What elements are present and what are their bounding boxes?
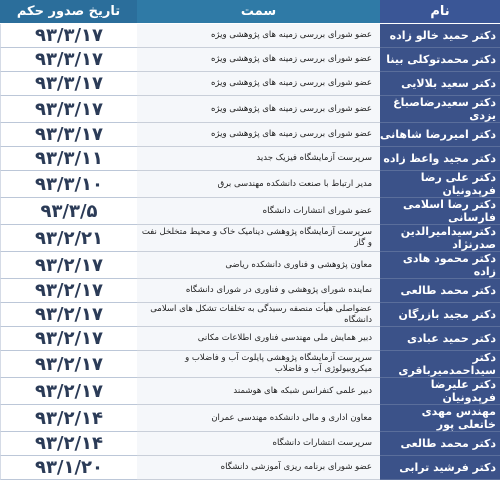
row-date: ۹۳/۳/۱۰	[0, 171, 137, 198]
header-name: نام	[380, 0, 500, 24]
row-position: نماینده شورای پژوهشی و فناوری در شورای دانشگاه	[137, 279, 380, 303]
row-position: دبیر همایش ملی مهندسی فناوری اطلاعات مکانی	[137, 327, 380, 351]
row-position: عضو شورای بررسی زمینه های پژوهشی ویژه	[137, 24, 380, 48]
row-name: دکتر محمد طالعی	[380, 279, 500, 303]
row-position: سرپرست انتشارات دانشگاه	[137, 432, 380, 456]
row-date: ۹۳/۱/۲۰	[0, 456, 137, 480]
row-name: دکتر علیرضا فرپدونیان	[380, 378, 500, 405]
row-name: دکتر فرشید ترابی	[380, 456, 500, 480]
row-name: دکتر سیداحمدمیرباقری	[380, 351, 500, 378]
row-name: دکتر محمد طالعی	[380, 432, 500, 456]
row-position: عضواصلی هیأت منصفه رسیدگی به تخلفات تشکل های اسلامی دانشگاه	[137, 303, 380, 327]
row-position: عضو شورای بررسی زمینه های پژوهشی ویژه	[137, 123, 380, 147]
row-position: عضو شورای برنامه ریزی آموزشی دانشگاه	[137, 456, 380, 480]
row-position: عضو شورای بررسی زمینه های پژوهشی ویژه	[137, 48, 380, 72]
header-date: تاریخ صدور حکم	[0, 0, 137, 24]
row-date: ۹۳/۲/۱۴	[0, 432, 137, 456]
row-position: معاون اداری و مالی دانشکده مهندسی عمران	[137, 405, 380, 432]
row-date: ۹۳/۳/۱۷	[0, 24, 137, 48]
header-position: سمت	[137, 0, 380, 24]
row-date: ۹۳/۳/۱۷	[0, 48, 137, 72]
row-name: دکتر سعیدرضاصباغ یزدی	[380, 96, 500, 123]
row-position: عضو شورای بررسی زمینه های پژوهشی ویژه	[137, 72, 380, 96]
row-position: معاون پژوهشی و فناوری دانشکده ریاضی	[137, 252, 380, 279]
row-date: ۹۳/۳/۱۱	[0, 147, 137, 171]
row-date: ۹۳/۲/۱۷	[0, 279, 137, 303]
row-date: ۹۳/۲/۱۷	[0, 378, 137, 405]
row-name: دکترسیدامیرالدین صدرنژاد	[380, 225, 500, 252]
row-position: دبیر علمی کنفرانس شبکه های هوشمند	[137, 378, 380, 405]
row-date: ۹۳/۲/۲۱	[0, 225, 137, 252]
row-name: دکتر محمود هادی زاده	[380, 252, 500, 279]
row-date: ۹۳/۳/۱۷	[0, 123, 137, 147]
row-date: ۹۳/۳/۱۷	[0, 96, 137, 123]
row-name: دکتر حمید عبادی	[380, 327, 500, 351]
row-date: ۹۳/۲/۱۴	[0, 405, 137, 432]
row-name: دکتر مجید بازرگان	[380, 303, 500, 327]
row-position: مدیر ارتباط با صنعت دانشکده مهندسی برق	[137, 171, 380, 198]
row-position: سرپرست آزمایشگاه پژوهشی دینامیک خاک و محیط متخلخل نفت و گاز	[137, 225, 380, 252]
row-date: ۹۳/۲/۱۷	[0, 252, 137, 279]
row-name: دکتر رضا اسلامی فارسانی	[380, 198, 500, 225]
row-position: عضو شورای انتشارات دانشگاه	[137, 198, 380, 225]
row-name: دکتر سعید بلالایی	[380, 72, 500, 96]
row-date: ۹۳/۲/۱۷	[0, 303, 137, 327]
row-name: دکتر حمید خالو زاده	[380, 24, 500, 48]
row-position: سرپرست آزمایشگاه فیزیک جدید	[137, 147, 380, 171]
row-position: سرپرست آزمایشگاه پژوهشی پایلوت آب و فاضلاب و میکروبیولوژی آب و فاضلاب	[137, 351, 380, 378]
row-name: دکتر علی رضا فرپدونیان	[380, 171, 500, 198]
row-name: دکتر محمدتوکلی بینا	[380, 48, 500, 72]
row-date: ۹۳/۲/۱۷	[0, 327, 137, 351]
row-date: ۹۳/۲/۱۷	[0, 351, 137, 378]
row-name: مهندس مهدی خاتعلی پور	[380, 405, 500, 432]
row-date: ۹۳/۳/۵	[0, 198, 137, 225]
row-date: ۹۳/۳/۱۷	[0, 72, 137, 96]
row-name: دکتر مجید واعظ زاده	[380, 147, 500, 171]
row-position: عضو شورای بررسی زمینه های پژوهشی ویژه	[137, 96, 380, 123]
row-name: دکتر امیررضا شاهانی	[380, 123, 500, 147]
